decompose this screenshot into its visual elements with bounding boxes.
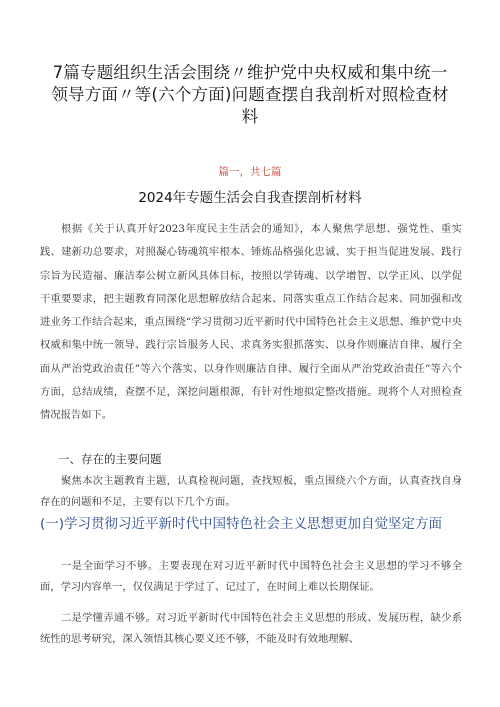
- point-paragraph-2: 二是学懂弄通不够。对习近平新时代中国特色社会主义思想的形成、发展历程，缺少系统性的思考研究，深入领悟其核心要义还不够，不能及时有效地理解、: [40, 612, 462, 645]
- section-label: 篇一，共七篇: [218, 166, 282, 178]
- document-subtitle: 2024年专题生活会自我查摆剖析材料: [138, 190, 362, 206]
- intro-paragraph: 根据《关于认真开好2023年度民主生活会的通知》，本人聚焦学思想、强党性、重实践、建新功总要求，对照凝心铸魂筑牢根本、锤炼品格强化忠诚、实于担当促进发展、践行宗旨为民造福、廉洁奉公树立新风具体目标，按照以学铸魂、以学增智、以学正风、以学促干重要要求，把主题教育同深化思想解放结合起来、同落实重点工作结合起来、同加强和改进业务工作结合起来，重点围绕“学习贯彻习近平新时代中国特色社会主义思想、维护党中央权威和集中统一领导、践行宗旨服务人民、求真务实狠抓落实、以身作则廉洁自律、履行全面从严治党政治责任”等六个落实、以身作则廉洁自律、履行全面从严治党政治责任”等六个方面，总结成绩，查摆不足，深挖问题根源，有针对性地拟定整改措施。现将个人对照检查情况报告如下。: [40, 223, 462, 422]
- point-paragraph-1: 一是全面学习不够。主要表现在对习近平新时代中国特色社会主义思想的学习不够全面，学习内容单一，仅仅满足于学过了、记过了，在时间上难以长期保证。: [40, 560, 462, 593]
- subsection-heading: (一)学习贯彻习近平新时代中国特色社会主义思想更加自觉坚定方面: [40, 516, 443, 532]
- document-title: 7篇专题组织生活会围绕〃维护党中央权威和集中统一领导方面〃等(六个方面)问题查摆自我剖析对照检查材料: [51, 63, 449, 126]
- problems-intro-paragraph: 聚焦本次主题教育主题，认真检视问题，查找短板，重点围绕六个方面，认真查找自身存在的问题和不足，主要有以下几个方面。: [40, 475, 462, 508]
- problems-heading: 一、存在的主要问题: [58, 452, 162, 466]
